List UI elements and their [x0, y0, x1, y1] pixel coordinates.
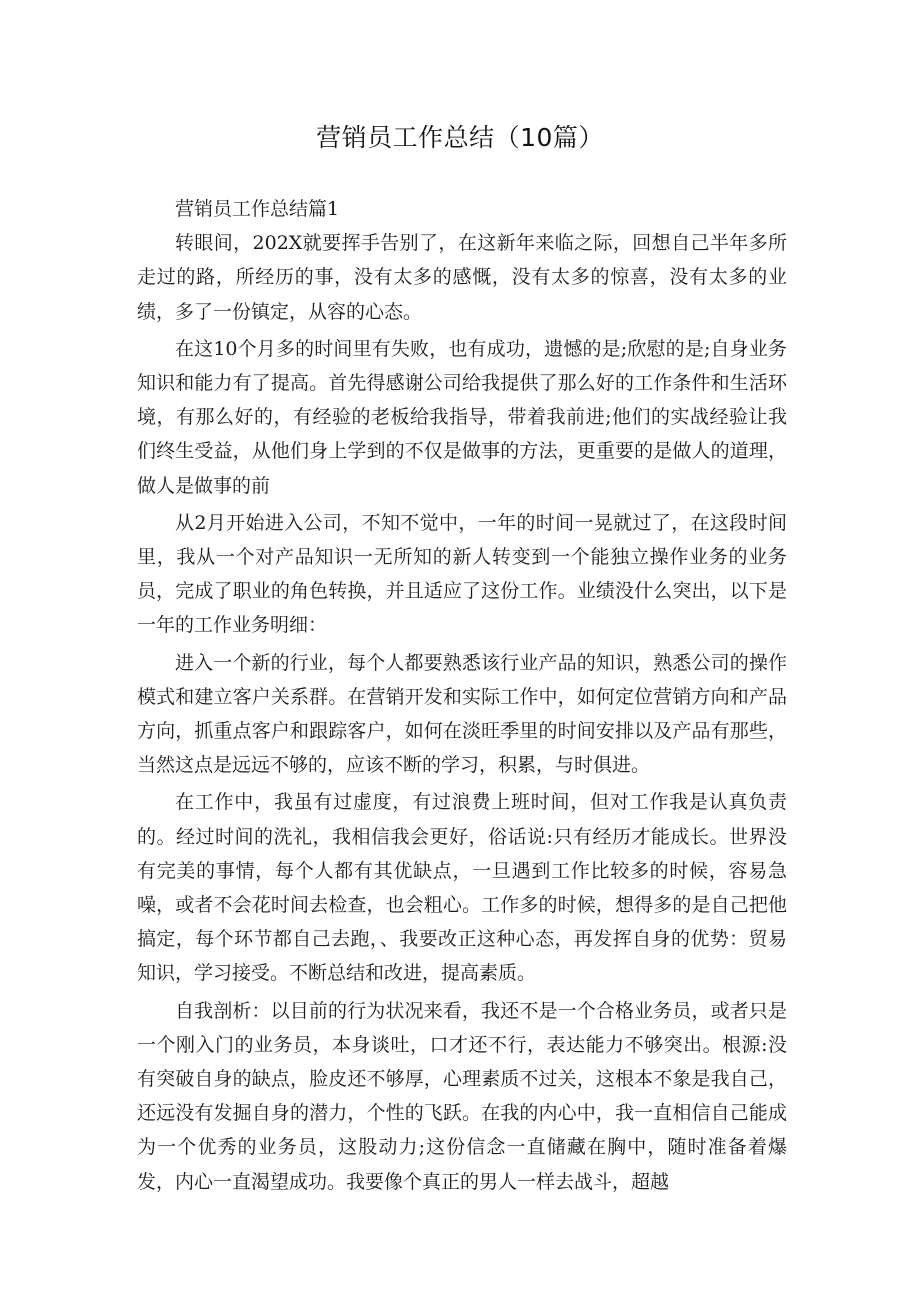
section-heading: 营销员工作总结篇1 [175, 198, 340, 220]
paragraph: 在工作中，我虽有过虚度，有过浪费上班时间，但对工作我是认真负责的。经过时间的洗礼，我相信我会更好，俗话说:只有经历才能成长。世界没有完美的事情，每个人都有其优缺点，一旦遇到工作比较多的时候，容易急噪，或者不会花时间去检查，也会粗心。工作多的时候，想得多的是自己把他搞定，每个环节都自己去跑，、我要改正这种心态，再发挥自身的优势：贸易知识，学习接受。不断总结和改进，提高素质。 [137, 791, 787, 985]
paragraph: 自我剖析：以目前的行为状况来看，我还不是一个合格业务员，或者只是一个刚入门的业务员，本身谈吐，口才还不行，表达能力不够突出。根源:没有突破自身的缺点，脸皮还不够厚，心理素质不过关，这根本不象是我自己，还远没有发掘自身的潜力，个性的飞跃。在我的内心中，我一直相信自己能成为一个优秀的业务员，这股动力;这份信念一直储藏在胸中，随时准备着爆发，内心一直渴望成功。我要像个真正的男人一样去战斗，超越 [137, 999, 787, 1193]
paragraph: 从2月开始进入公司，不知不觉中，一年的时间一晃就过了，在这段时间里，我从一个对产品知识一无所知的新人转变到一个能独立操作业务的业务员，完成了职业的角色转换，并且适应了这份工作。业绩没什么突出，以下是一年的工作业务明细： [137, 511, 787, 637]
paragraph: 转眼间，202X就要挥手告别了，在这新年来临之际，回想自己半年多所走过的路，所经历的事，没有太多的感慨，没有太多的惊喜，没有太多的业绩，多了一份镇定，从容的心态。 [137, 232, 787, 323]
paragraph: 在这10个月多的时间里有失败，也有成功，遗憾的是;欣慰的是;自身业务知识和能力有了提高。首先得感谢公司给我提供了那么好的工作条件和生活环境，有那么好的，有经验的老板给我指导，带着我前进;他们的实战经验让我们终生受益，从他们身上学到的不仅是做事的方法，更重要的是做人的道理，做人是做事的前 [137, 337, 787, 497]
document-body [137, 192, 787, 1202]
document-title: 营销员工作总结（10篇） [316, 123, 604, 152]
paragraph: 进入一个新的行业，每个人都要熟悉该行业产品的知识，熟悉公司的操作模式和建立客户关系群。在营销开发和实际工作中，如何定位营销方向和产品方向，抓重点客户和跟踪客户，如何在淡旺季里的时间安排以及产品有那些，当然这点是远远不够的，应该不断的学习，积累，与时俱进。 [137, 651, 787, 777]
